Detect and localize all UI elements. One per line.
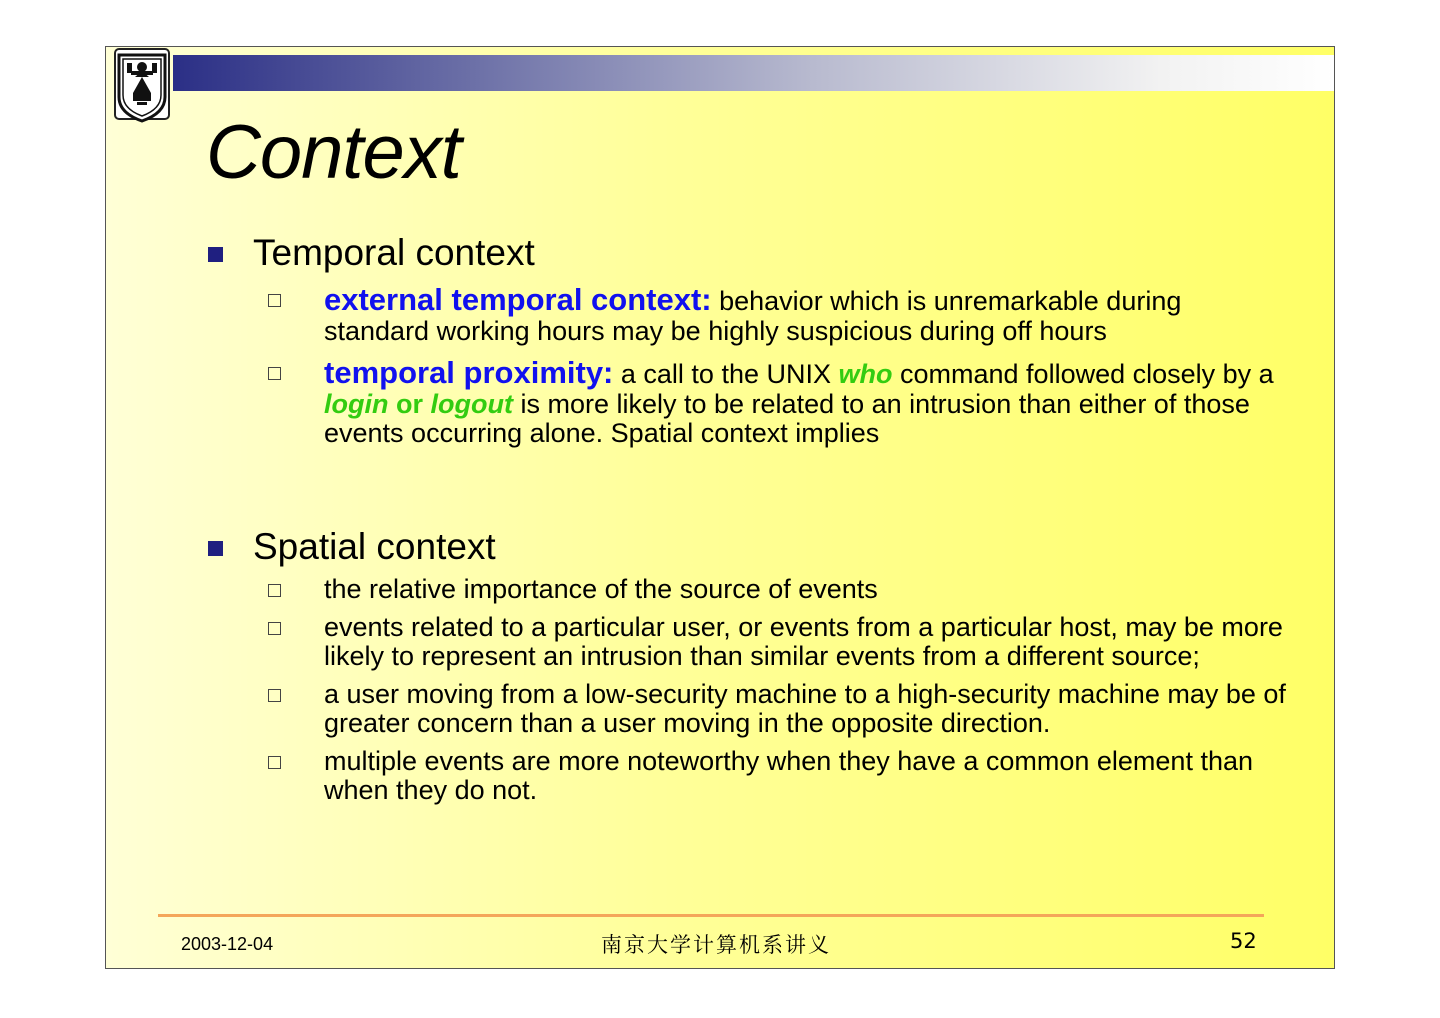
command-or: or: [388, 388, 431, 419]
bullet-level1: [206, 527, 1286, 567]
bullet-level2: [206, 575, 1286, 605]
command-login: login: [324, 388, 389, 419]
bullet-text: a call to the UNIX: [613, 359, 839, 389]
slide: [105, 46, 1335, 969]
bullet-text: the relative importance of the source of events: [324, 574, 878, 604]
footer-rule: [158, 914, 1264, 917]
hollow-square-bullet-icon: [268, 294, 281, 307]
bullet-level2: [206, 747, 1286, 806]
keyword-term: external temporal context:: [324, 282, 712, 317]
footer-course-title: 南京大学计算机系讲义: [601, 933, 831, 957]
bullet-text: events related to a particular user, or events from a particular host, may be more likely to represent an intrusion than similar events from a different source;: [324, 611, 1283, 671]
bullet-level2: [206, 282, 1286, 346]
bullet-level2: [206, 613, 1286, 672]
page-number: 52: [1230, 929, 1257, 953]
hollow-square-bullet-icon: [268, 689, 281, 702]
header-gradient-bar: [173, 55, 1335, 91]
hollow-square-bullet-icon: [268, 584, 281, 597]
slide-title: Context: [206, 110, 461, 195]
university-seal-icon: [111, 47, 173, 127]
bullet-text: behavior which is unremarkable during standard working hours may be highly suspicious during off hours: [324, 286, 1182, 346]
filled-square-bullet-icon: [208, 541, 223, 556]
hollow-square-bullet-icon: [268, 756, 281, 769]
hollow-square-bullet-icon: [268, 367, 281, 380]
bullet-level1: [206, 233, 1286, 273]
section-temporal-context: [206, 233, 1286, 449]
command-who: who: [838, 359, 893, 389]
filled-square-bullet-icon: [208, 247, 223, 262]
section-heading: Temporal context: [253, 232, 535, 273]
section-heading: Spatial context: [253, 526, 496, 567]
keyword-term: temporal proximity:: [324, 355, 614, 390]
command-logout: logout: [430, 388, 513, 419]
bullet-level2: [206, 680, 1286, 739]
bullet-text: is more likely to be related to an intrusion than either of those events occurring alone. Spatial context implies: [324, 388, 1250, 448]
hollow-square-bullet-icon: [268, 622, 281, 635]
section-spatial-context: [206, 527, 1286, 806]
bullet-text: multiple events are more noteworthy when they have a common element than when they do not.: [324, 745, 1253, 805]
footer-date: 2003-12-04: [181, 934, 274, 954]
bullet-text: command followed closely by a: [892, 359, 1274, 389]
bullet-level2: [206, 355, 1286, 449]
bullet-text: a user moving from a low-security machine to a high-security machine may be of greater concern than a user moving in the opposite direction.: [324, 678, 1286, 738]
